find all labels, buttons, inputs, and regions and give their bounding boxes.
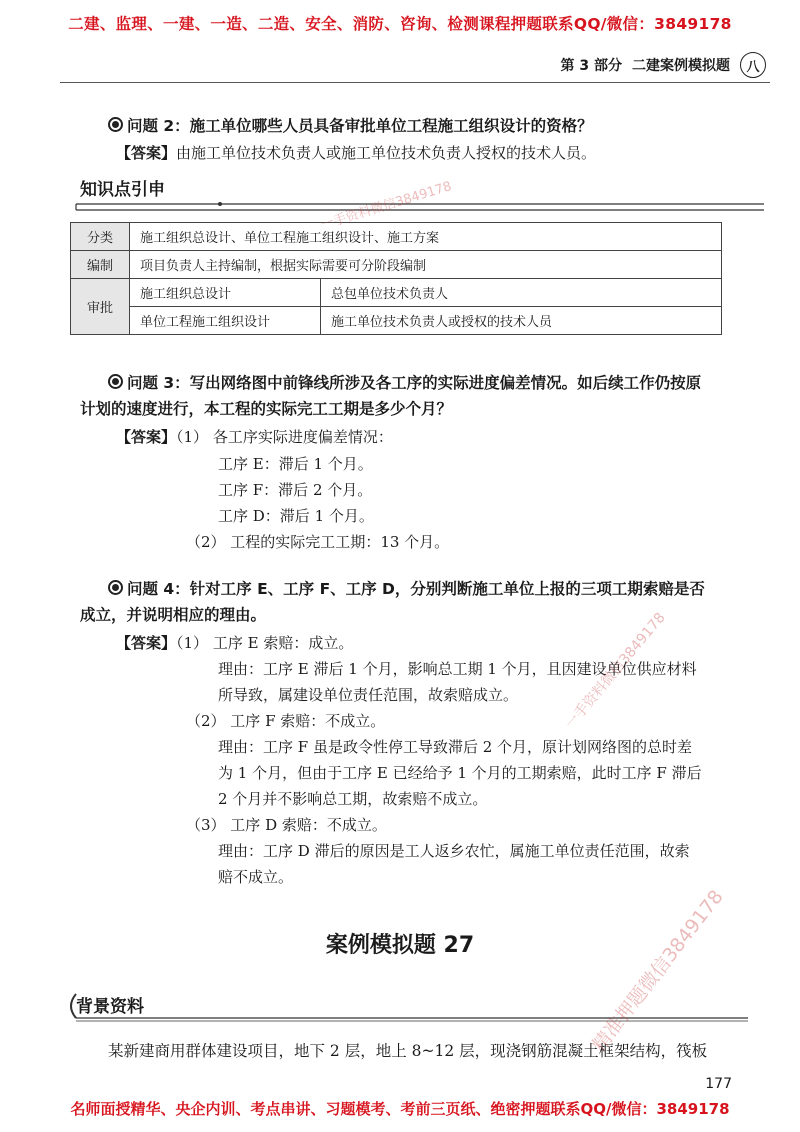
row-head-classification: 分类 bbox=[71, 223, 130, 251]
background-text: 某新建商用群体建设项目，地下 2 层，地上 8~12 层，现浇钢筋混凝土框架结构，筏板 bbox=[108, 1042, 708, 1060]
bottom-promo-banner: 名师面授精华、央企内训、考点串讲、习题模考、考前三页纸、绝密押题联系QQ/微信：3849178 bbox=[70, 1100, 730, 1118]
header-part: 第 3 部分 bbox=[560, 58, 622, 74]
table-row bbox=[71, 307, 722, 335]
running-header bbox=[561, 52, 767, 78]
table-cell: 总包单位技术负责人 bbox=[321, 279, 722, 307]
answer-tag: 【答案】 bbox=[116, 634, 177, 652]
watermark: 一手资料微信3849178 bbox=[319, 179, 454, 234]
question-4-line-2: 成立，并说明相应的理由。 bbox=[80, 606, 267, 624]
answer-3-item: 工序 E：滞后 1 个月。 bbox=[218, 455, 373, 473]
answer-4-2-reason: 理由：工序 F 虽是政令性停工导致滞后 2 个月，原计划网络图的总时差 bbox=[218, 738, 693, 756]
answer-4-2-reason: 为 1 个月，但由于工序 E 已经给予 1 个月的工期索赔，此时工序 F 滞后 bbox=[218, 764, 702, 782]
answer-4-2-reason: 2 个月并不影响总工期，故索赔不成立。 bbox=[218, 790, 488, 808]
answer-3-1-text: （1） 各工序实际进度偏差情况： bbox=[176, 428, 393, 446]
top-promo-banner: 二建、监理、一建、一造、二造、安全、消防、咨询、检测课程押题联系QQ/微信：3849178 bbox=[68, 15, 732, 33]
question-3-line-2: 计划的速度进行，本工程的实际完工工期是多少个月？ bbox=[80, 400, 453, 418]
question-2-text: 问题 2：施工单位哪些人员具备审批单位工程施工组织设计的资格？ bbox=[127, 117, 593, 135]
answer-3-1 bbox=[116, 424, 393, 450]
bullet-icon bbox=[108, 374, 123, 389]
question-4 bbox=[108, 576, 705, 603]
answer-4-2: （2） 工序 F 索赔：不成立。 bbox=[186, 712, 386, 730]
background-title: 背景资料 bbox=[76, 997, 144, 1017]
table-cell: 施工组织总设计、单位工程施工组织设计、施工方案 bbox=[130, 223, 722, 251]
answer-tag: 【答案】 bbox=[116, 428, 177, 446]
row-head-approve: 审批 bbox=[71, 279, 130, 335]
answer-3-2: （2） 工程的实际完工工期：13 个月。 bbox=[186, 533, 450, 551]
table-cell: 单位工程施工组织设计 bbox=[130, 307, 321, 335]
answer-4-3-reason: 赔不成立。 bbox=[218, 868, 294, 886]
table-row bbox=[71, 279, 722, 307]
answer-4-1-reason: 所导致，属建设单位责任范围，故索赔成立。 bbox=[218, 686, 519, 704]
answer-4-3: （3） 工序 D 索赔：不成立。 bbox=[186, 816, 387, 834]
knowledge-table bbox=[70, 222, 722, 335]
table-cell: 项目负责人主持编制，根据实际需要可分阶段编制 bbox=[130, 251, 722, 279]
question-3 bbox=[108, 370, 701, 397]
case-title: 案例模拟题 27 bbox=[325, 933, 475, 958]
question-2 bbox=[108, 113, 593, 140]
header-divider bbox=[60, 82, 770, 83]
table-cell: 施工组织总设计 bbox=[130, 279, 321, 307]
question-3-line-1: 问题 3：写出网络图中前锋线所涉及各工序的实际进度偏差情况。如后续工作仍按原 bbox=[127, 374, 702, 392]
answer-2 bbox=[116, 140, 596, 166]
bullet-icon bbox=[108, 117, 123, 132]
question-4-line-1: 问题 4：针对工序 E、工序 F、工序 D，分别判断施工单位上报的三项工期索赔是否 bbox=[127, 580, 705, 598]
knowledge-title: 知识点引申 bbox=[80, 180, 165, 200]
watermark: 一手资料微信3849178 bbox=[562, 609, 669, 733]
answer-4-1-text: （1） 工序 E 索赔：成立。 bbox=[176, 634, 354, 652]
answer-3-item: 工序 F：滞后 2 个月。 bbox=[218, 481, 373, 499]
header-title: 二建案例模拟题 bbox=[632, 58, 730, 74]
answer-4-1-reason: 理由：工序 E 滞后 1 个月，影响总工期 1 个月，且因建设单位供应材料 bbox=[218, 660, 697, 678]
answer-3-item: 工序 D：滞后 1 个月。 bbox=[218, 507, 374, 525]
table-row bbox=[71, 223, 722, 251]
table-cell: 施工单位技术负责人或授权的技术人员 bbox=[321, 307, 722, 335]
table-row bbox=[71, 251, 722, 279]
header-logo-icon: 八 bbox=[740, 52, 766, 78]
answer-tag: 【答案】 bbox=[116, 144, 177, 162]
answer-4-1 bbox=[116, 630, 353, 656]
row-head-compile: 编制 bbox=[71, 251, 130, 279]
page-number: 177 bbox=[705, 1076, 732, 1092]
answer-4-3-reason: 理由：工序 D 滞后的原因是工人返乡农忙，属施工单位责任范围，故索 bbox=[218, 842, 690, 860]
answer-2-text: 由施工单位技术负责人或施工单位技术负责人授权的技术人员。 bbox=[176, 144, 597, 162]
bullet-icon bbox=[108, 580, 123, 595]
watermark: 精准押题微信3849178 bbox=[588, 885, 728, 1057]
